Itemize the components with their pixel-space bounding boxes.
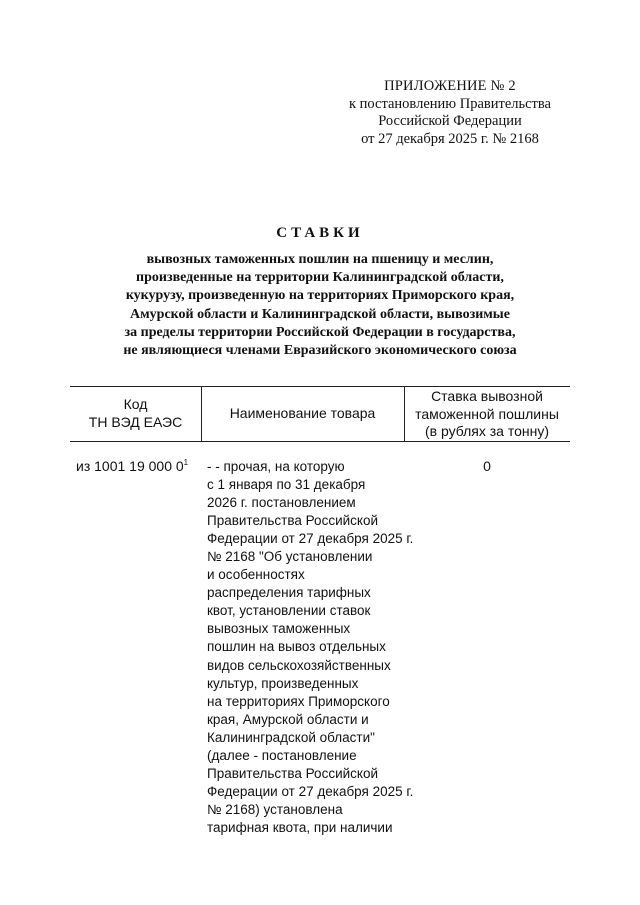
description-line: на территориях Приморского bbox=[207, 693, 390, 709]
heading-subtitle-line: за пределы территории Российской Федерации в государства, bbox=[124, 324, 516, 340]
heading-subtitle-line: Амурской области и Калининградской области, вывозимые bbox=[130, 306, 510, 322]
description-line: с 1 января по 31 декабря bbox=[207, 477, 366, 493]
description-line: Калининградской области" bbox=[207, 729, 375, 745]
description-line: вывозных таможенных bbox=[207, 621, 351, 637]
row-code-value: из 1001 19 000 0 bbox=[76, 458, 184, 474]
description-line: видов сельскохозяйственных bbox=[207, 657, 391, 673]
heading-subtitle-line: не являющиеся членами Евразийского экономического союза bbox=[123, 343, 517, 359]
heading-title: СТАВКИ bbox=[276, 225, 364, 241]
heading-subtitle-line: вывозных таможенных пошлин на пшеницу и меслин, bbox=[146, 252, 494, 267]
header-rate-line: Ставка вывозной bbox=[431, 388, 543, 404]
description-line: тарифная квота, при наличии bbox=[207, 819, 393, 835]
description-line: Федерации от 27 декабря 2025 г. bbox=[207, 531, 414, 547]
description-line: пошлин на вывоз отдельных bbox=[207, 639, 386, 655]
heading-subtitle-line: произведенные на территории Калининградской области, bbox=[136, 270, 504, 286]
table-row-description bbox=[207, 458, 412, 837]
header-code-line: Код bbox=[123, 396, 148, 412]
row-rate-value: 0 bbox=[483, 458, 491, 474]
appendix-title: ПРИЛОЖЕНИЕ № 2 bbox=[384, 78, 516, 94]
heading-subtitle bbox=[60, 251, 580, 360]
heading-subtitle-line: кукурузу, произведенную на территориях Приморского края, bbox=[125, 288, 515, 304]
table-top-rule bbox=[70, 386, 570, 387]
description-line: и особенностях bbox=[207, 567, 305, 583]
appendix-line-date: от 27 декабря 2025 г. № 2168 bbox=[361, 130, 539, 147]
header-rate bbox=[404, 388, 570, 441]
description-line: (далее - постановление bbox=[207, 747, 357, 763]
description-line: 2026 г. постановлением bbox=[207, 495, 356, 511]
header-rate-line: таможенной пошлины bbox=[415, 405, 559, 422]
description-line: распределения тарифных bbox=[207, 585, 371, 601]
description-line: № 2168 "Об установлении bbox=[207, 549, 373, 565]
appendix-block bbox=[330, 78, 570, 148]
description-line: квот, установлении ставок bbox=[207, 603, 371, 619]
appendix-line-decree: к постановлению Правительства bbox=[349, 95, 551, 112]
header-rate-line: (в рублях за тонну) bbox=[424, 423, 550, 439]
header-code-line: ТН ВЭД ЕАЭС bbox=[88, 413, 183, 430]
description-line: № 2168) установлена bbox=[207, 801, 343, 817]
appendix-line-government: Российской Федерации bbox=[378, 113, 522, 129]
description-line: - - прочая, на которую bbox=[207, 459, 345, 474]
row-code-footnote: 1 bbox=[183, 458, 189, 467]
description-line: культур, произведенных bbox=[207, 675, 359, 691]
description-line: Правительства Российской bbox=[207, 765, 379, 781]
header-name bbox=[201, 405, 404, 423]
table-header-bottom-rule bbox=[70, 441, 570, 442]
document-heading bbox=[60, 225, 580, 360]
header-code bbox=[70, 396, 201, 431]
description-line: края, Амурской области и bbox=[207, 711, 369, 727]
description-line: Федерации от 27 декабря 2025 г. bbox=[207, 783, 414, 799]
table-row-rate bbox=[404, 458, 570, 476]
description-line: Правительства Российской bbox=[207, 513, 379, 529]
table-row-code bbox=[76, 458, 206, 476]
header-name-label: Наименование товара bbox=[229, 405, 376, 421]
